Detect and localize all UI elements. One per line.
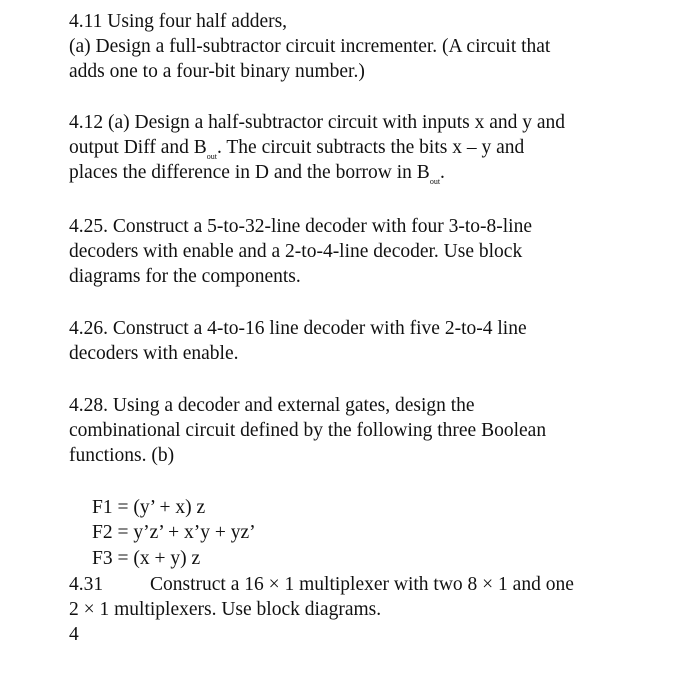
q431-line-1-text: Construct a 16 × 1 multiplexer with two 8 × 1 and one xyxy=(150,574,574,595)
q412-line-2 xyxy=(69,135,669,160)
question-4-25 xyxy=(69,214,669,289)
q431-number: 4.31 xyxy=(69,574,104,595)
q425-line-3: diagrams for the components. xyxy=(69,266,301,287)
q412-line-3-text-a: places the difference in D and the borrow in B xyxy=(69,162,430,183)
q412-line-1: 4.12 (a) Design a half-subtractor circuit with inputs x and y and xyxy=(69,112,566,133)
q412-line-2-text-b: . The circuit subtracts the bits x – y and xyxy=(217,137,525,158)
question-4-28 xyxy=(69,393,669,468)
equation-f3: F3 = (x + y) z xyxy=(92,548,201,569)
q412-line-3 xyxy=(69,160,669,185)
q428-line-2: combinational circuit defined by the following three Boolean xyxy=(69,420,547,441)
equation-f2: F2 = y’z’ + x’y + yz’ xyxy=(92,522,256,543)
equation-f1: F1 = (y’ + x) z xyxy=(92,497,206,518)
q425-line-1: 4.25. Construct a 5-to-32-line decoder with four 3-to-8-line xyxy=(69,216,533,237)
q428-line-3: functions. (b) xyxy=(69,445,175,466)
q426-line-2: decoders with enable. xyxy=(69,343,239,364)
q411-line-2: (a) Design a full-subtractor circuit incrementer. (A circuit that xyxy=(69,36,551,57)
question-4-31-line-2: 2 × 1 multiplexers. Use block diagrams. xyxy=(69,599,382,620)
q412-line-2-subscript: out xyxy=(206,152,217,161)
q428-line-1: 4.28. Using a decoder and external gates, design the xyxy=(69,395,475,416)
q412-line-2-text-a: output Diff and B xyxy=(69,137,207,158)
trailing-number: 4 xyxy=(69,624,79,645)
question-4-11 xyxy=(69,9,669,84)
q411-line-3: adds one to a four-bit binary number.) xyxy=(69,61,365,82)
question-4-26 xyxy=(69,316,669,366)
q425-line-2: decoders with enable and a 2-to-4-line decoder. Use block xyxy=(69,241,523,262)
q412-line-3-text-b: . xyxy=(440,162,445,183)
q426-line-1: 4.26. Construct a 4-to-16 line decoder with five 2-to-4 line xyxy=(69,318,527,339)
question-4-31-line-1 xyxy=(69,572,574,597)
q411-line-1: 4.11 Using four half adders, xyxy=(69,11,288,32)
question-4-12 xyxy=(69,110,669,185)
q412-line-3-subscript: out xyxy=(429,177,441,186)
